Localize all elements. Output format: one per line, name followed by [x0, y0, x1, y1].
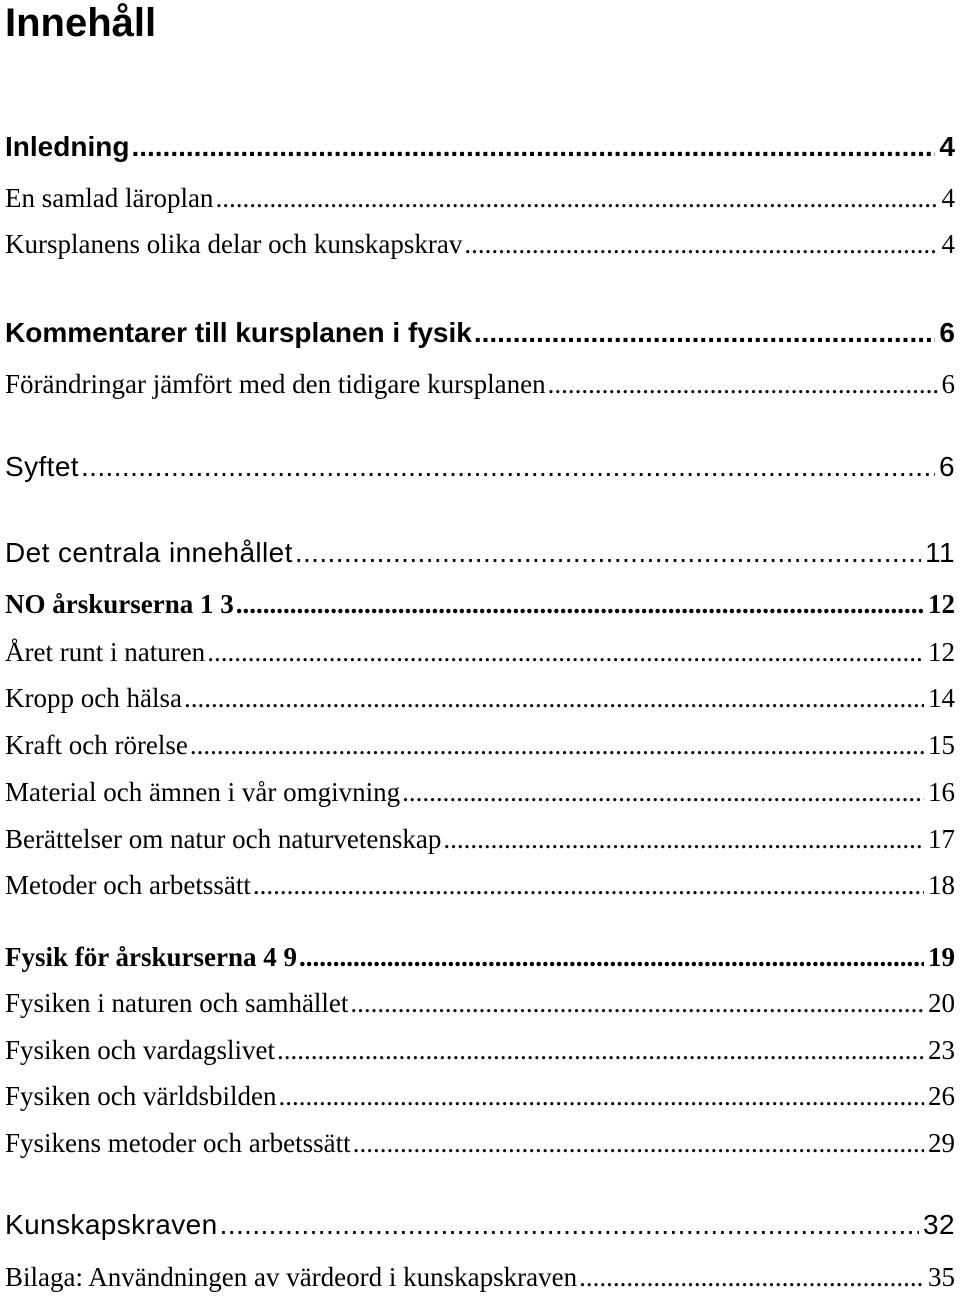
toc-entry-aret-runt[interactable] [5, 637, 955, 668]
toc-entry-page-number: 20 [928, 988, 955, 1018]
dot-leader [184, 683, 924, 714]
toc-entry-kursplanens-olika-delar[interactable] [5, 229, 955, 260]
toc-entry-label: Fysiken och vardagslivet [5, 1035, 275, 1065]
toc-entry-page-number: 6 [939, 451, 955, 482]
toc-entry-page-number: 12 [928, 589, 955, 619]
toc-entry-fysik-for-arskurserna[interactable] [5, 942, 955, 973]
toc-entry-page-number: 32 [923, 1209, 955, 1240]
toc-entry-page-number: 4 [939, 131, 955, 162]
toc-entry-label: Inledning [5, 131, 130, 162]
toc-entry-fysiken-och-varldsbilden[interactable] [5, 1081, 955, 1112]
toc-entry-det-centrala-innehallet[interactable] [5, 537, 955, 569]
toc-entry-en-samlad-laroplan[interactable] [5, 183, 955, 214]
toc-entry-page-number: 23 [928, 1035, 955, 1065]
toc-entry-page-number: 15 [928, 730, 955, 760]
toc-entry-no-arskurserna[interactable] [5, 589, 955, 620]
dot-leader [277, 1035, 924, 1066]
toc-entry-label: En samlad läroplan [5, 183, 214, 213]
toc-entry-label: Kropp och hälsa [5, 683, 182, 713]
toc-entry-page-number: 29 [928, 1128, 955, 1158]
toc-entry-label: Fysiken i naturen och samhället [5, 988, 349, 1018]
toc-entry-page-number: 35 [928, 1262, 955, 1292]
dot-leader [295, 537, 921, 569]
dot-leader [350, 988, 924, 1019]
toc-entry-material-och-amnen[interactable] [5, 777, 955, 808]
dot-leader [236, 589, 924, 620]
dot-leader [474, 317, 936, 349]
dot-leader [443, 824, 924, 855]
toc-entry-page-number: 6 [941, 369, 955, 399]
dot-leader [81, 451, 935, 483]
toc-entry-page-number: 4 [941, 183, 955, 213]
toc-entry-page-number: 16 [928, 777, 955, 807]
toc-entry-label: Bilaga: Användningen av värdeord i kunskapskraven [5, 1262, 578, 1292]
toc-entry-bilaga[interactable] [5, 1262, 955, 1293]
dot-leader [278, 1081, 924, 1112]
toc-entry-fysikens-metoder[interactable] [5, 1128, 955, 1159]
toc-entry-kraft-och-rorelse[interactable] [5, 730, 955, 761]
toc-entry-inledning[interactable] [5, 131, 955, 163]
toc-entry-kunskapskraven[interactable] [5, 1209, 955, 1241]
toc-entry-page-number: 19 [928, 942, 955, 972]
toc-entry-label: Det centrala innehållet [5, 537, 293, 568]
toc-entry-label: Fysiken och världsbilden [5, 1081, 277, 1111]
dot-leader [131, 131, 935, 163]
dot-leader [220, 1209, 919, 1241]
toc-entry-page-number: 11 [925, 537, 955, 568]
toc-entry-label: Metoder och arbetssätt [5, 870, 251, 900]
toc-entry-kropp-och-halsa[interactable] [5, 683, 955, 714]
dot-leader [253, 870, 924, 901]
dot-leader [190, 730, 924, 761]
toc-entry-label: NO årskurserna 1 3 [5, 589, 234, 619]
toc-entry-label: Kursplanens olika delar och kunskapskrav [5, 229, 463, 259]
toc-entry-label: Förändringar jämfört med den tidigare kursplanen [5, 369, 546, 399]
toc-entry-fysiken-i-naturen[interactable] [5, 988, 955, 1019]
toc-entry-page-number: 6 [939, 317, 955, 348]
toc-entry-label: Kraft och rörelse [5, 730, 188, 760]
toc-entry-kommentarer[interactable] [5, 317, 955, 349]
toc-entry-page-number: 4 [941, 229, 955, 259]
toc-entry-page-number: 18 [928, 870, 955, 900]
toc-entry-page-number: 14 [928, 683, 955, 713]
toc-entry-label: Året runt i naturen [5, 637, 206, 667]
toc-entry-label: Kunskapskraven [5, 1209, 218, 1240]
dot-leader [464, 229, 937, 260]
dot-leader [353, 1128, 924, 1159]
toc-entry-page-number: 17 [928, 824, 955, 854]
dot-leader [299, 942, 924, 973]
toc-entry-page-number: 12 [928, 637, 955, 667]
toc-entry-label: Fysikens metoder och arbetssätt [5, 1128, 351, 1158]
toc-entry-label: Berättelser om natur och naturvetenskap [5, 824, 442, 854]
toc-entry-berattelser[interactable] [5, 824, 955, 855]
dot-leader [207, 637, 924, 668]
dot-leader [548, 369, 938, 400]
toc-entry-fysiken-och-vardagslivet[interactable] [5, 1035, 955, 1066]
toc-entry-metoder-och-arbetssatt[interactable] [5, 870, 955, 901]
toc-entry-label: Material och ämnen i vår omgivning [5, 777, 401, 807]
dot-leader [402, 777, 924, 808]
toc-entry-label: Fysik för årskurserna 4 9 [5, 942, 298, 972]
dot-leader [215, 183, 937, 214]
dot-leader [579, 1262, 924, 1293]
toc-entry-syftet[interactable] [5, 451, 955, 483]
toc-entry-page-number: 26 [928, 1081, 955, 1111]
page-title: Innehåll [5, 1, 157, 45]
toc-entry-label: Syftet [5, 451, 79, 482]
toc-entry-forandringar[interactable] [5, 369, 955, 400]
toc-entry-label: Kommentarer till kursplanen i fysik [5, 317, 472, 348]
